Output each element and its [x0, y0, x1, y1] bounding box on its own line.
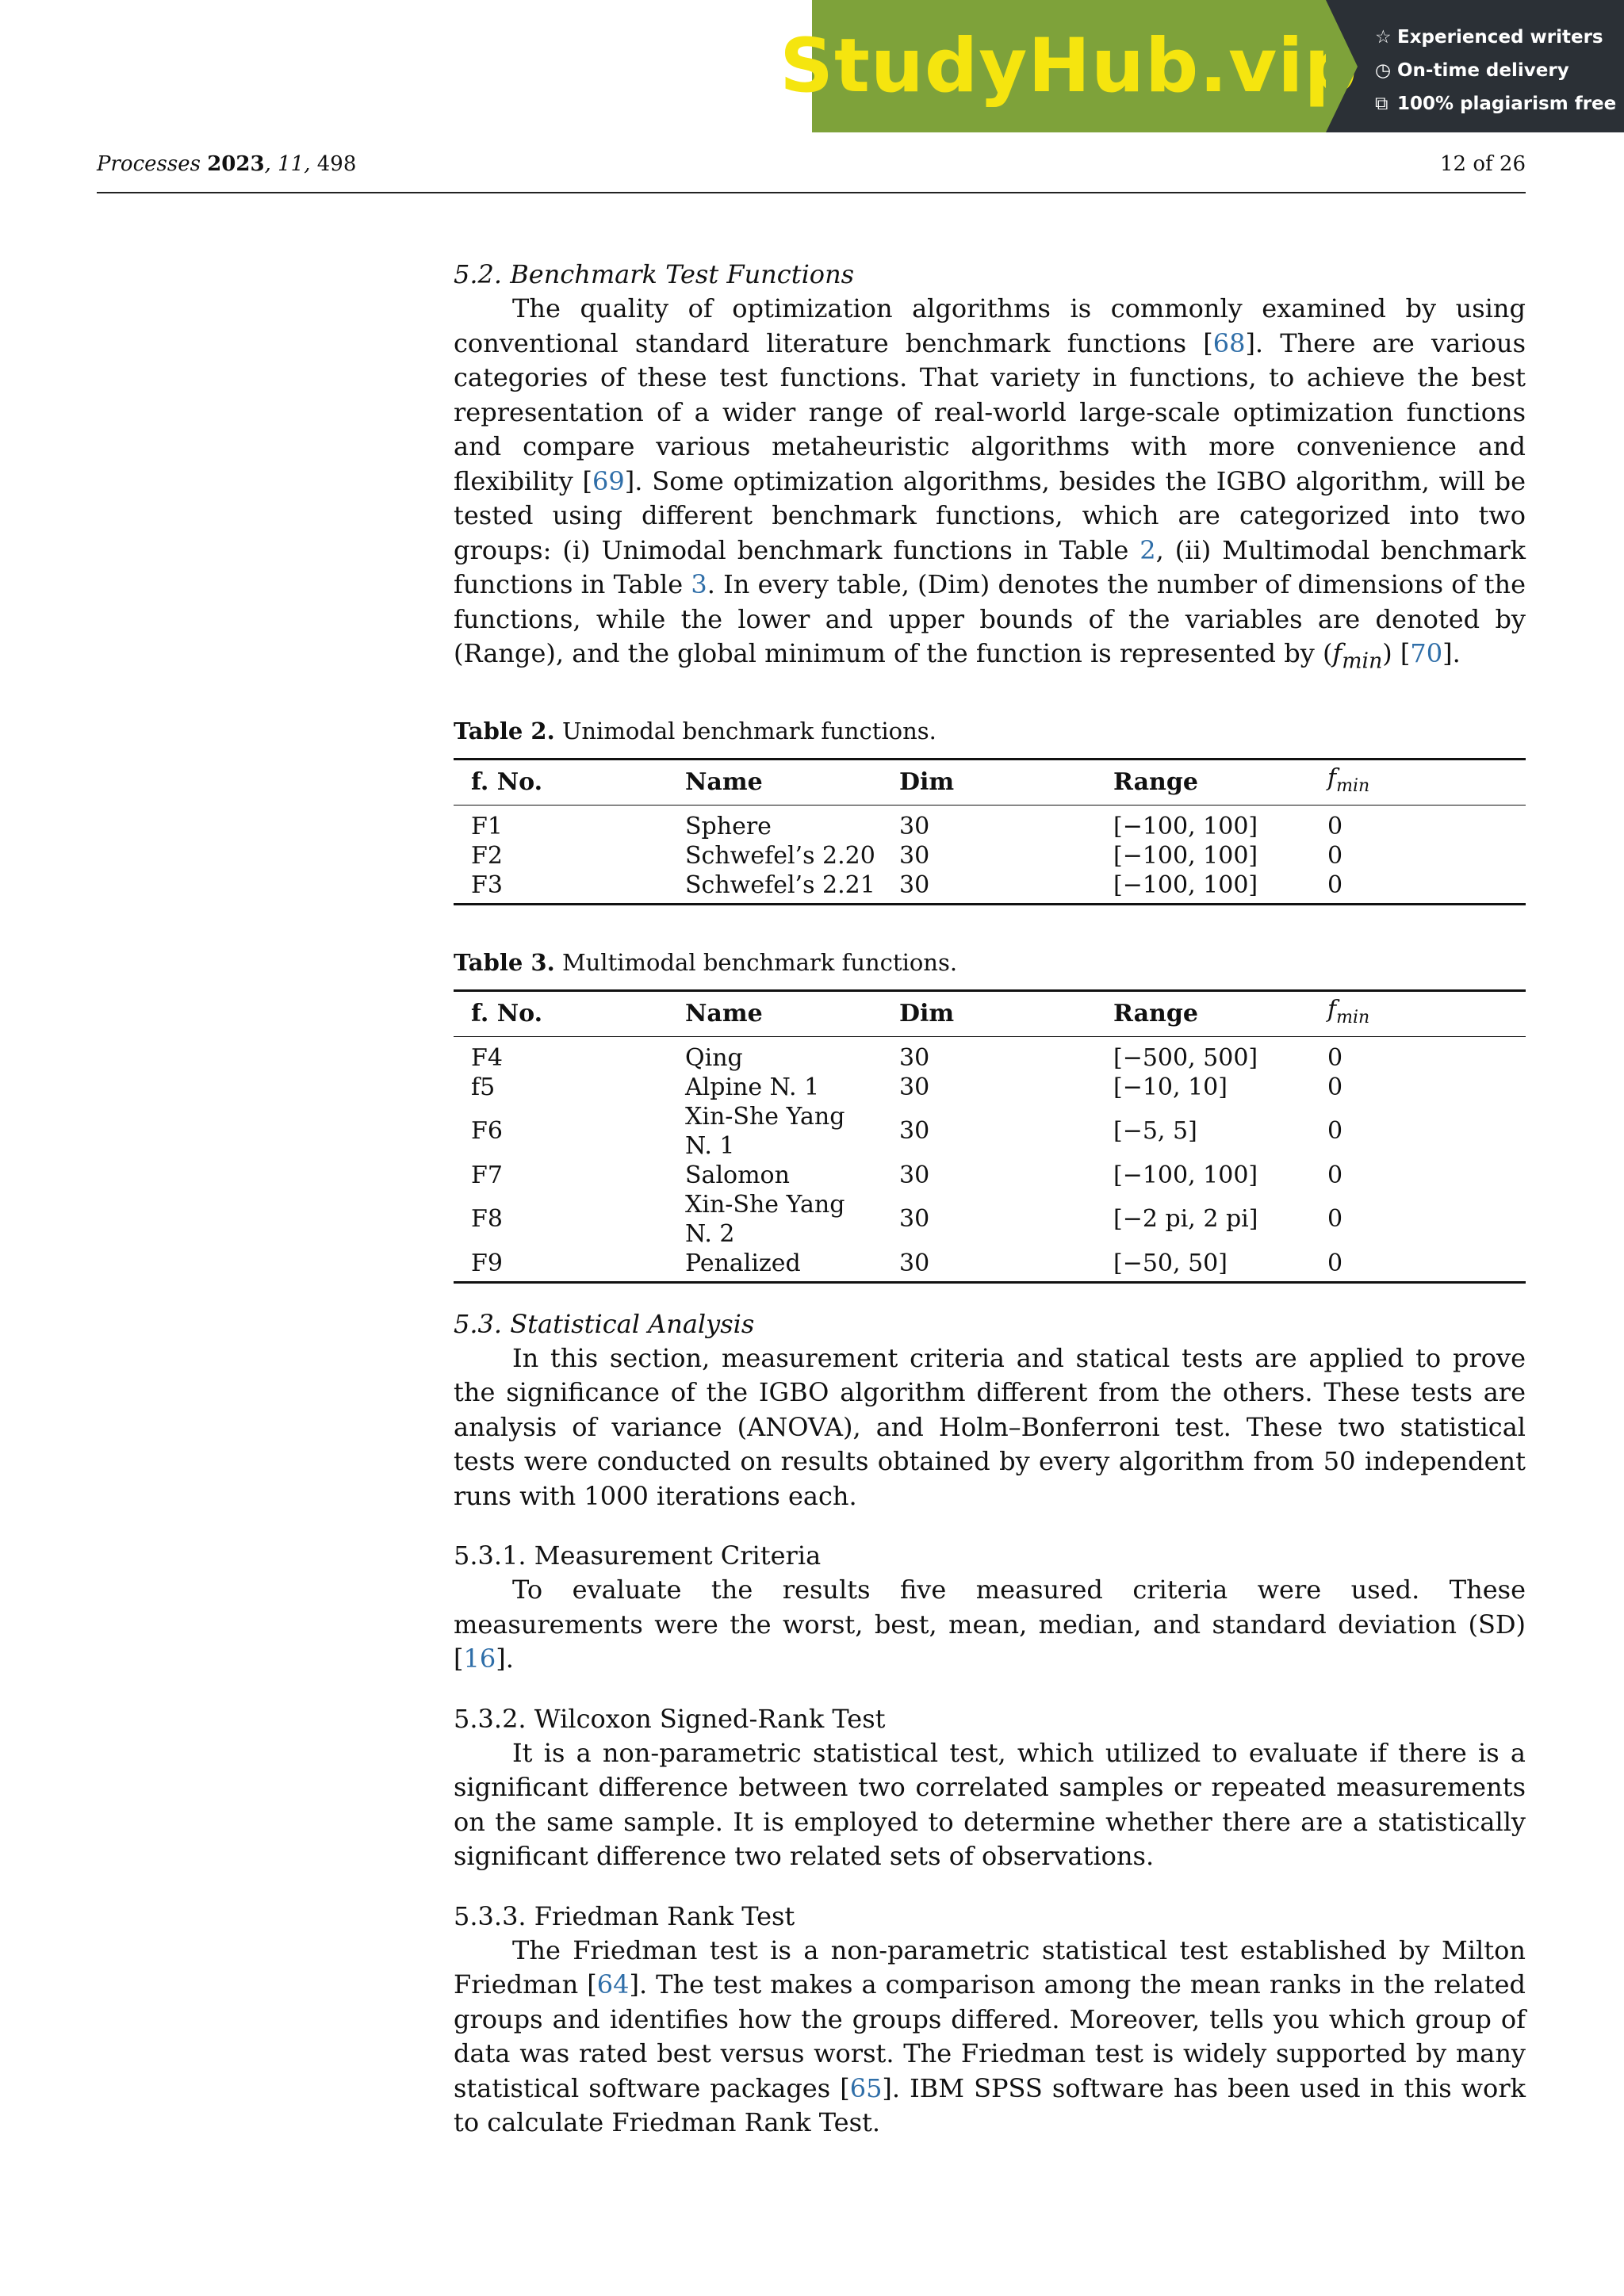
cell: Xin-She Yang N. 2 [685, 1190, 845, 1248]
citation-link[interactable]: 70 [1410, 638, 1443, 668]
cell: [−2 pi, 2 pi] [1113, 1205, 1258, 1234]
star-icon: ☆ [1375, 27, 1392, 48]
cell: 0 [1327, 1073, 1343, 1101]
cell: [−10, 10] [1113, 1073, 1228, 1101]
cell: [−100, 100] [1113, 812, 1258, 840]
column-header-fno: f. No. [471, 999, 543, 1027]
table-3-multimodal [454, 989, 1526, 1284]
text: ]. The test makes a comparison among the mean ranks in the related groups and identifies how the groups differed. Moreover, tells you which group of data was rated best versus worst. The Friedman test is widely supported by many statistical software packages [ [454, 1969, 1526, 2103]
table-row [454, 1073, 1526, 1102]
cell: 0 [1327, 1161, 1343, 1189]
cell: 30 [899, 1043, 930, 1072]
cell: f5 [471, 1073, 496, 1101]
cell: [−5, 5] [1113, 1117, 1197, 1146]
table-row [454, 1102, 1526, 1161]
table-row [454, 1249, 1526, 1283]
table-row [454, 1161, 1526, 1190]
article-number: 498 [316, 152, 357, 176]
section-title-5-2: 5.2. Benchmark Test Functions [454, 259, 855, 289]
cell: 30 [899, 841, 930, 870]
cell: 0 [1327, 1117, 1343, 1146]
cell: Salomon [685, 1161, 790, 1189]
paragraph-measurement-criteria [454, 1573, 1526, 1677]
citation-link[interactable]: 64 [596, 1969, 630, 2000]
fmin-base: f [1327, 763, 1337, 792]
fmin-sub: min [1336, 1007, 1370, 1027]
table-label: Table 2. [454, 717, 555, 744]
page-content [454, 258, 1526, 2141]
text: ]. [1442, 638, 1461, 668]
section-title-5-3-1: 5.3.1. Measurement Criteria [454, 1540, 822, 1571]
paragraph-friedman [454, 1934, 1526, 2141]
studyhub-logo[interactable]: StudyHub.vip [779, 22, 1358, 109]
text: ]. There are various categories of these test functions. That variety in functions, to achieve the best representation of a wider range of real-world large-scale optimization functions and compare various metaheuristic algorithms with more convenience and flexibility [ [454, 327, 1526, 496]
text: , (ii) Multimodal benchmark functions in Table [454, 534, 1526, 599]
table-header-row [454, 990, 1526, 1036]
citation-link[interactable]: 69 [592, 465, 625, 496]
cell: F4 [471, 1043, 503, 1072]
text: ) [ [1382, 638, 1411, 668]
cell: 0 [1327, 1043, 1343, 1072]
column-header-dim: Dim [899, 999, 955, 1027]
cell: F8 [471, 1205, 503, 1234]
studyhub-banner[interactable] [779, 0, 1624, 132]
text: ]. IBM SPSS software has been used in this work to calculate Friedman Rank Test. [454, 2072, 1526, 2138]
journal-citation: Processes 2023, 11, 498 [97, 152, 357, 176]
table-row [454, 805, 1526, 841]
cell: F6 [471, 1117, 503, 1146]
page-header [97, 152, 1526, 193]
column-header-range: Range [1113, 767, 1198, 796]
table-2-unimodal [454, 758, 1526, 905]
banner-features [1326, 0, 1624, 132]
fmin-symbol: f [1332, 638, 1342, 668]
feature-experienced-writers [1375, 21, 1624, 54]
table-3-caption [454, 947, 1526, 978]
cell: 0 [1327, 1249, 1343, 1277]
section-title-5-3: 5.3. Statistical Analysis [454, 1308, 755, 1339]
cell: 30 [899, 1073, 930, 1101]
column-header-range: Range [1113, 999, 1198, 1027]
cell: [−500, 500] [1113, 1043, 1258, 1072]
column-header-fno: f. No. [471, 767, 543, 796]
cell: Xin-She Yang N. 1 [685, 1102, 845, 1160]
cell: F9 [471, 1249, 503, 1277]
cell: F3 [471, 871, 503, 899]
table-row [454, 1036, 1526, 1073]
text: ]. [496, 1644, 514, 1674]
fmin-sub: min [1336, 775, 1370, 796]
cell: 0 [1327, 871, 1343, 899]
cell: Schwefel’s 2.21 [685, 871, 875, 899]
table-caption-text: Unimodal benchmark functions. [561, 717, 936, 744]
banner-logo-area[interactable] [779, 0, 1358, 132]
cell: [−100, 100] [1113, 841, 1258, 870]
cell: 30 [899, 871, 930, 899]
journal-volume: 11 [278, 152, 304, 176]
cell: 30 [899, 1117, 930, 1146]
text: To evaluate the results five measured criteria were used. These measurements were the worst, best, mean, median, and standard deviation (SD) [ [454, 1575, 1526, 1674]
cell: F2 [471, 841, 503, 870]
table-row [454, 871, 1526, 905]
column-header-name: Name [685, 999, 763, 1027]
cell: F1 [471, 812, 503, 840]
column-header-dim: Dim [899, 767, 955, 796]
cell: [−50, 50] [1113, 1249, 1228, 1277]
column-header-name: Name [685, 767, 763, 796]
feature-label: Experienced writers [1397, 27, 1603, 48]
page-number: 12 of 26 [1440, 152, 1526, 176]
section-title-5-3-2: 5.3.2. Wilcoxon Signed-Rank Test [454, 1703, 886, 1734]
cell: 30 [899, 1249, 930, 1277]
text: ]. Some optimization algorithms, besides the IGBO algorithm, will be tested using different benchmark functions, which are categorized into two groups: (i) Unimodal benchmark functions in Table [454, 465, 1526, 565]
cell: Schwefel’s 2.20 [685, 841, 875, 870]
table-row [454, 1190, 1526, 1249]
cell: [−100, 100] [1113, 1161, 1258, 1189]
cell: 30 [899, 812, 930, 840]
paragraph-statistical-analysis: In this section, measurement criteria and statical tests are applied to prove the significance of the IGBO algorithm different from the others. These tests are analysis of variance (ANOVA), and Holm–Bonferroni test. These two statistical tests were conducted on results obtained by every algorithm from 50 independent runs with 1000 iterations each. [454, 1342, 1526, 1511]
cell: 30 [899, 1161, 930, 1189]
cell: Qing [685, 1043, 743, 1072]
table-link[interactable]: 3 [691, 569, 707, 599]
feature-plagiarism-free [1375, 87, 1624, 121]
paragraph-wilcoxon: It is a non-parametric statistical test, which utilized to evaluate if there is a significant difference between two correlated samples or repeated measurements on the same sample. It is employed to determine whether there are a statistically significant difference two related sets of observations. [454, 1737, 1526, 1872]
cell: Penalized [685, 1249, 801, 1277]
clock-icon: ◷ [1375, 60, 1392, 81]
copy-icon: ⧉ [1375, 94, 1388, 114]
cell: 30 [899, 1205, 930, 1234]
cell: 0 [1327, 841, 1343, 870]
banner-divider [1326, 0, 1358, 132]
cell: 0 [1327, 1205, 1343, 1234]
table-link[interactable]: 2 [1139, 534, 1156, 565]
text: . In every table, (Dim) denotes the number of dimensions of the functions, while the lower and upper bounds of the variables are denoted by (Range), and the global minimum of the function is represented by ( [454, 569, 1526, 668]
citation-link[interactable]: 65 [849, 2072, 883, 2103]
journal-name: Processes [97, 152, 201, 176]
fmin-subscript: min [1342, 649, 1383, 674]
fmin-base: f [1327, 995, 1337, 1024]
table-label: Table 3. [454, 948, 555, 976]
text: The quality of optimization algorithms is commonly examined by using conventional standard literature benchmark functions [ [454, 293, 1526, 358]
table-header-row [454, 759, 1526, 805]
citation-link[interactable]: 68 [1212, 327, 1246, 358]
feature-on-time-delivery [1375, 54, 1624, 87]
feature-label: On-time delivery [1397, 60, 1569, 81]
cell: Alpine N. 1 [685, 1073, 820, 1101]
paragraph-benchmark [454, 292, 1526, 679]
citation-link[interactable]: 16 [463, 1644, 496, 1674]
cell: F7 [471, 1161, 503, 1189]
table-row [454, 841, 1526, 871]
section-title-5-3-3: 5.3.3. Friedman Rank Test [454, 1900, 795, 1931]
feature-label: 100% plagiarism free [1397, 94, 1617, 114]
column-header-fmin [1310, 759, 1526, 805]
cell: [−100, 100] [1113, 871, 1258, 899]
cell: Sphere [685, 812, 772, 840]
cell: 0 [1327, 812, 1343, 840]
table-2-caption [454, 715, 1526, 747]
column-header-fmin [1310, 990, 1526, 1036]
table-caption-text: Multimodal benchmark functions. [561, 948, 958, 976]
journal-year: 2023 [207, 152, 265, 176]
text: The Friedman test is a non-parametric statistical test established by Milton Friedman [ [454, 1934, 1526, 2000]
